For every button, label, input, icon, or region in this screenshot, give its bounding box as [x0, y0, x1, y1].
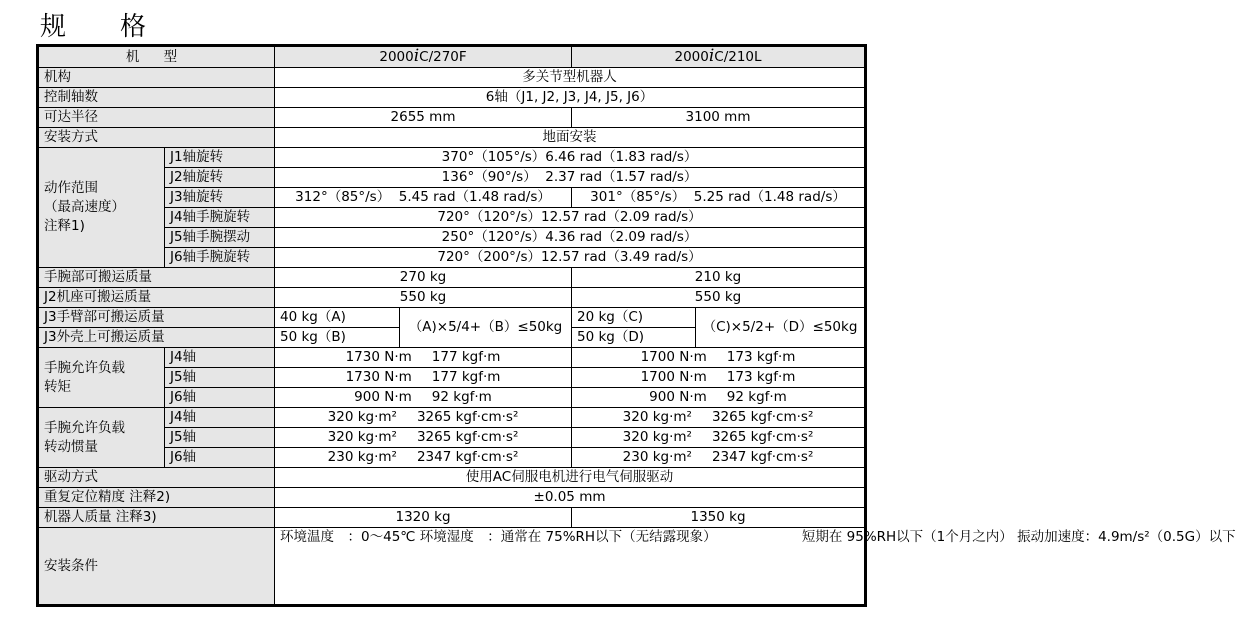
- install-conditions: 环境温度 ：0～45℃ 环境湿度 ：通常在 75%RH以下（无结露现象） 短期在 95%RH以下（1个月之内） 振动加速度：4.9m/s²（0.5G）以下: [275, 528, 865, 605]
- row-motion-j4: J4轴手腕旋转 720°（120°/s）12.57 rad（2.09 rad/s）: [39, 208, 865, 228]
- row-torque-j4: 手腕允许负载 转矩 J4轴 1730 N·m 177 kgf·m 1700 N·m 173 kgf·m: [39, 348, 865, 368]
- row-torque-j5: J5轴 1730 N·m 177 kgf·m 1700 N·m 173 kgf·m: [39, 368, 865, 388]
- row-j3-casing: J3外壳上可搬运质量 50 kg（B) 50 kg（D): [39, 328, 865, 348]
- row-mass: 机器人质量 注释3) 1320 kg 1350 kg: [39, 508, 865, 528]
- row-wrist-payload: 手腕部可搬运质量 270 kg 210 kg: [39, 268, 865, 288]
- row-repeat: 重复定位精度 注释2) ±0.05 mm: [39, 488, 865, 508]
- row-j3-arm: J3手臂部可搬运质量 40 kg（A) （A)×5/4+（B）≤50kg 20 kg（C) （C)×5/2+（D）≤50kg: [39, 308, 865, 328]
- row-motion-j6: J6轴手腕旋转 720°（200°/s）12.57 rad（3.49 rad/s）: [39, 248, 865, 268]
- row-inertia-j4: 手腕允许负载 转动惯量 J4轴 320 kg·m² 3265 kgf·cm·s² 320 kg·m² 3265 kgf·cm·s²: [39, 408, 865, 428]
- model-b: 2000iC/210L: [572, 47, 865, 68]
- row-drive: 驱动方式 使用AC伺服电机进行电气伺服驱动: [39, 468, 865, 488]
- row-motion-j1: 动作范围 （最高速度） 注释1) J1轴旋转 370°（105°/s）6.46 rad（1.83 rad/s）: [39, 148, 865, 168]
- row-j2-payload: J2机座可搬运质量 550 kg 550 kg: [39, 288, 865, 308]
- row-motion-j3: J3轴旋转 312°（85°/s） 5.45 rad（1.48 rad/s） 301°（85°/s） 5.25 rad（1.48 rad/s）: [39, 188, 865, 208]
- header-row: [39, 47, 865, 68]
- model-a: 2000iC/270F: [275, 47, 572, 68]
- row-motion-j2: J2轴旋转 136°（90°/s） 2.37 rad（1.57 rad/s）: [39, 168, 865, 188]
- row-axes: 控制轴数 6轴（J1, J2, J3, J4, J5, J6）: [39, 88, 865, 108]
- row-mechanism: 机构 多关节型机器人: [39, 68, 865, 88]
- page-title: 规 格: [40, 12, 161, 42]
- spec-table: [38, 46, 1236, 605]
- row-inertia-j6: J6轴 230 kg·m² 2347 kgf·cm·s² 230 kg·m² 2347 kgf·cm·s²: [39, 448, 865, 468]
- row-reach: 可达半径 2655 mm 3100 mm: [39, 108, 865, 128]
- model-label: 机 型: [39, 47, 275, 68]
- row-torque-j6: J6轴 900 N·m 92 kgf·m 900 N·m 92 kgf·m: [39, 388, 865, 408]
- row-motion-j5: J5轴手腕摆动 250°（120°/s）4.36 rad（2.09 rad/s）: [39, 228, 865, 248]
- row-inertia-j5: J5轴 320 kg·m² 3265 kgf·cm·s² 320 kg·m² 3265 kgf·cm·s²: [39, 428, 865, 448]
- row-mount: 安装方式 地面安装: [39, 128, 865, 148]
- motion-range-label: 动作范围 （最高速度） 注释1): [39, 148, 165, 268]
- row-install: 安装条件 环境温度 ：0～45℃ 环境湿度 ：通常在 75%RH以下（无结露现象） 短期在 95%RH以下（1个月之内） 振动加速度：4.9m/s²（0.5G）以下: [39, 528, 865, 605]
